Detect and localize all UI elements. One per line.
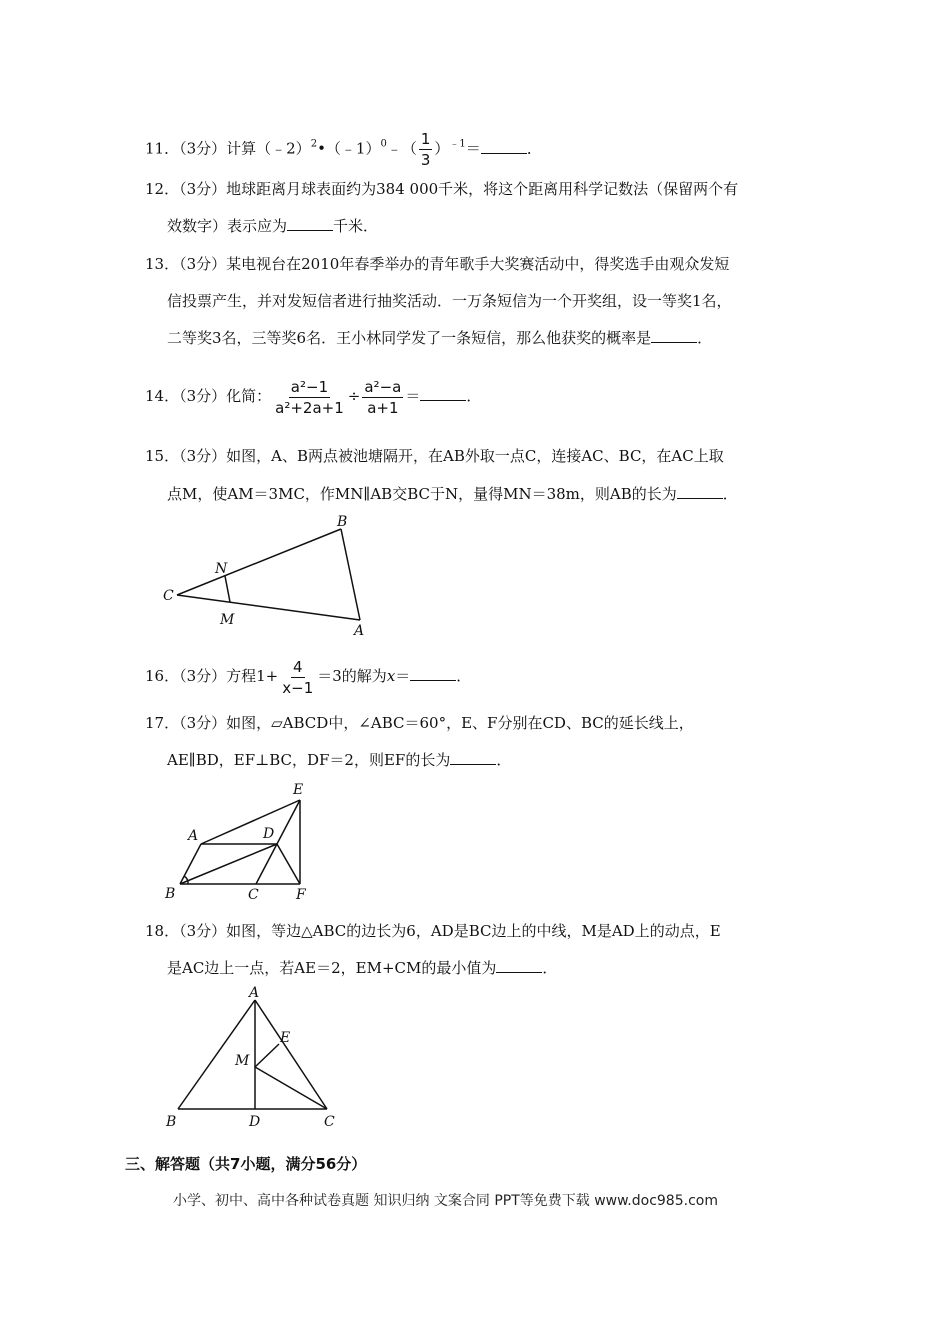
q12-text-2: 效数字）表示应为 xyxy=(167,217,288,235)
q17-number: 17． xyxy=(145,714,180,732)
question-17-line-1 xyxy=(145,712,694,734)
q18-segment-mc xyxy=(255,1067,327,1109)
q11-text-a: 计算（﹣2） xyxy=(226,139,311,158)
q11-exp3: ﹣1 xyxy=(449,138,466,150)
q17-segment-bd xyxy=(180,844,277,884)
q18-label-e: E xyxy=(280,1030,291,1046)
q18-segment-ac xyxy=(255,1000,327,1109)
question-12-line-2 xyxy=(167,215,378,237)
q14-text: 化简： xyxy=(226,387,272,405)
question-14 xyxy=(145,374,481,418)
q13-text-1: 某电视台在2010年春季举办的青年歌手大奖赛活动中，得奖选手由观众发短 xyxy=(226,255,730,273)
q15-label-c: C xyxy=(163,588,174,604)
q11-text-c: ﹣（ xyxy=(386,139,417,158)
q15-text-1: 如图，A、B两点被池塘隔开，在AB外取一点C，连接AC、BC，在AC上取 xyxy=(226,447,724,465)
q18-answer-blank[interactable] xyxy=(496,958,542,973)
q14-frac1-denominator: a²+2a+1 xyxy=(275,398,344,417)
q18-label-b: B xyxy=(166,1114,177,1130)
q18-text-2: 是AC边上一点，若AE＝2，EM+CM的最小值为 xyxy=(167,959,497,977)
q15-segment-cb xyxy=(177,529,341,595)
q15-segment-ca xyxy=(177,595,360,620)
question-17-line-2 xyxy=(167,749,511,771)
q15-text-2: 点M，使AM＝3MC，作MN∥AB交BC于N，量得MN＝38m，则AB的长为 xyxy=(167,485,677,503)
question-13-line-2 xyxy=(167,290,732,312)
q17-label-c: C xyxy=(248,887,259,903)
q13-answer-blank[interactable] xyxy=(651,328,697,343)
q11-text-e: ＝ xyxy=(465,139,481,158)
section-heading: 三、解答题（共7小题，满分56分） xyxy=(125,1155,367,1173)
q15-label-b: B xyxy=(337,514,348,530)
q11-end: ． xyxy=(526,139,542,158)
q18-label-m: M xyxy=(235,1053,250,1069)
q14-frac2-denominator: a+1 xyxy=(367,398,399,417)
question-15-line-1 xyxy=(145,445,724,467)
q11-answer-blank[interactable] xyxy=(481,139,527,154)
q13-text-3: 二等奖3名，三等奖6名．王小林同学发了一条短信，那么他获奖的概率是 xyxy=(167,329,652,347)
q15-segment-ba xyxy=(341,529,360,620)
q17-label-f: F xyxy=(296,887,306,903)
q16-variable: x xyxy=(386,667,396,685)
q16-end: ． xyxy=(456,667,472,685)
q18-number: 18． xyxy=(145,922,180,940)
q11-exp1: 2 xyxy=(310,138,318,150)
q17-text-2: AE∥BD，EF⊥BC，DF＝2，则EF的长为 xyxy=(167,751,451,769)
q17-segment-ba xyxy=(180,844,201,884)
q18-label-c: C xyxy=(324,1114,335,1130)
q17-label-d: D xyxy=(263,826,275,842)
q12-text-1: 地球距离月球表面约为384 000千米，将这个距离用科学记数法（保留两个有 xyxy=(226,180,739,198)
q17-label-e: E xyxy=(293,782,304,798)
q13-points: （3分） xyxy=(179,255,227,273)
q17-answer-blank[interactable] xyxy=(450,750,496,765)
q13-end: ． xyxy=(697,329,713,347)
question-11 xyxy=(145,129,542,170)
q15-label-a: A xyxy=(354,623,365,639)
q18-label-a: A xyxy=(249,985,260,1001)
q14-end: ． xyxy=(466,387,482,405)
q16-text-b: ＝3的解为 xyxy=(317,667,387,685)
q12-text-3: 千米． xyxy=(333,217,379,235)
q18-segment-me xyxy=(255,1044,279,1067)
q11-number: 11． xyxy=(145,139,180,158)
q16-equals: ＝ xyxy=(395,667,411,685)
q14-equals: ＝ xyxy=(405,387,421,405)
q15-triangle-figure xyxy=(155,510,385,645)
page-footer: 小学、初中、高中各种试卷真题 知识归纳 文案合同 PPT等免费下载 www.doc985.com xyxy=(173,1193,718,1209)
question-12-line-1 xyxy=(145,178,738,200)
q11-fraction xyxy=(419,129,433,170)
q11-text-d: ） xyxy=(434,139,450,158)
q14-fraction-1 xyxy=(273,377,346,418)
q12-number: 12． xyxy=(145,180,180,198)
q14-frac2-numerator: a²−a xyxy=(364,377,402,396)
q15-points: （3分） xyxy=(179,447,227,465)
q16-fraction xyxy=(280,657,315,698)
q15-number: 15． xyxy=(145,447,180,465)
q15-end: ． xyxy=(722,485,738,503)
q13-number: 13． xyxy=(145,255,180,273)
q17-end: ． xyxy=(496,751,512,769)
q18-triangle-figure xyxy=(160,985,350,1135)
q18-end: ． xyxy=(542,959,558,977)
q14-answer-blank[interactable] xyxy=(420,386,466,401)
q18-text-1: 如图，等边△ABC的边长为6，AD是BC边上的中线，M是AD上的动点，E xyxy=(226,922,721,940)
q15-segment-mn xyxy=(225,576,230,602)
q17-segment-df xyxy=(277,844,300,884)
q17-text-1: 如图，▱ABCD中，∠ABC＝60°，E、F分别在CD、BC的延长线上， xyxy=(226,714,694,732)
q14-number: 14． xyxy=(145,387,180,405)
q16-number: 16． xyxy=(145,667,180,685)
q17-points: （3分） xyxy=(179,714,227,732)
q16-frac-denominator: x−1 xyxy=(282,678,314,697)
q12-points: （3分） xyxy=(179,180,227,198)
q11-exp2: 0 xyxy=(380,138,387,150)
q11-text-b: •（﹣1） xyxy=(317,139,381,158)
q17-parallelogram-figure xyxy=(160,776,330,906)
q18-points: （3分） xyxy=(179,922,227,940)
q11-frac-denominator: 3 xyxy=(420,151,431,169)
q15-answer-blank[interactable] xyxy=(677,484,723,499)
q14-fraction-2 xyxy=(362,377,403,418)
q13-text-2: 信投票产生，并对发短信者进行抽奖活动．一万条短信为一个开奖组，设一等奖1名， xyxy=(167,292,732,310)
question-15-line-2 xyxy=(167,483,738,505)
q14-frac1-numerator: a²−1 xyxy=(290,377,329,396)
question-13-line-1 xyxy=(145,253,729,275)
q16-points: （3分） xyxy=(179,667,227,685)
question-16 xyxy=(145,654,471,698)
q17-label-a: A xyxy=(188,828,199,844)
q15-label-m: M xyxy=(220,612,235,628)
question-13-line-3 xyxy=(167,327,712,349)
question-18-line-1 xyxy=(145,920,721,942)
q17-segment-ae xyxy=(201,800,300,844)
q14-points: （3分） xyxy=(179,387,227,405)
q11-frac-numerator: 1 xyxy=(420,130,431,148)
q16-frac-numerator: 4 xyxy=(292,657,303,676)
q18-label-d: D xyxy=(249,1114,261,1130)
q12-answer-blank[interactable] xyxy=(287,216,333,231)
q17-label-b: B xyxy=(165,886,176,902)
q14-divide-sign: ÷ xyxy=(347,387,361,405)
q15-label-n: N xyxy=(215,561,228,577)
q11-points: （3分） xyxy=(179,139,227,158)
q16-text-a: 方程1+ xyxy=(226,667,279,685)
q16-answer-blank[interactable] xyxy=(410,666,456,681)
question-18-line-2 xyxy=(167,957,557,979)
